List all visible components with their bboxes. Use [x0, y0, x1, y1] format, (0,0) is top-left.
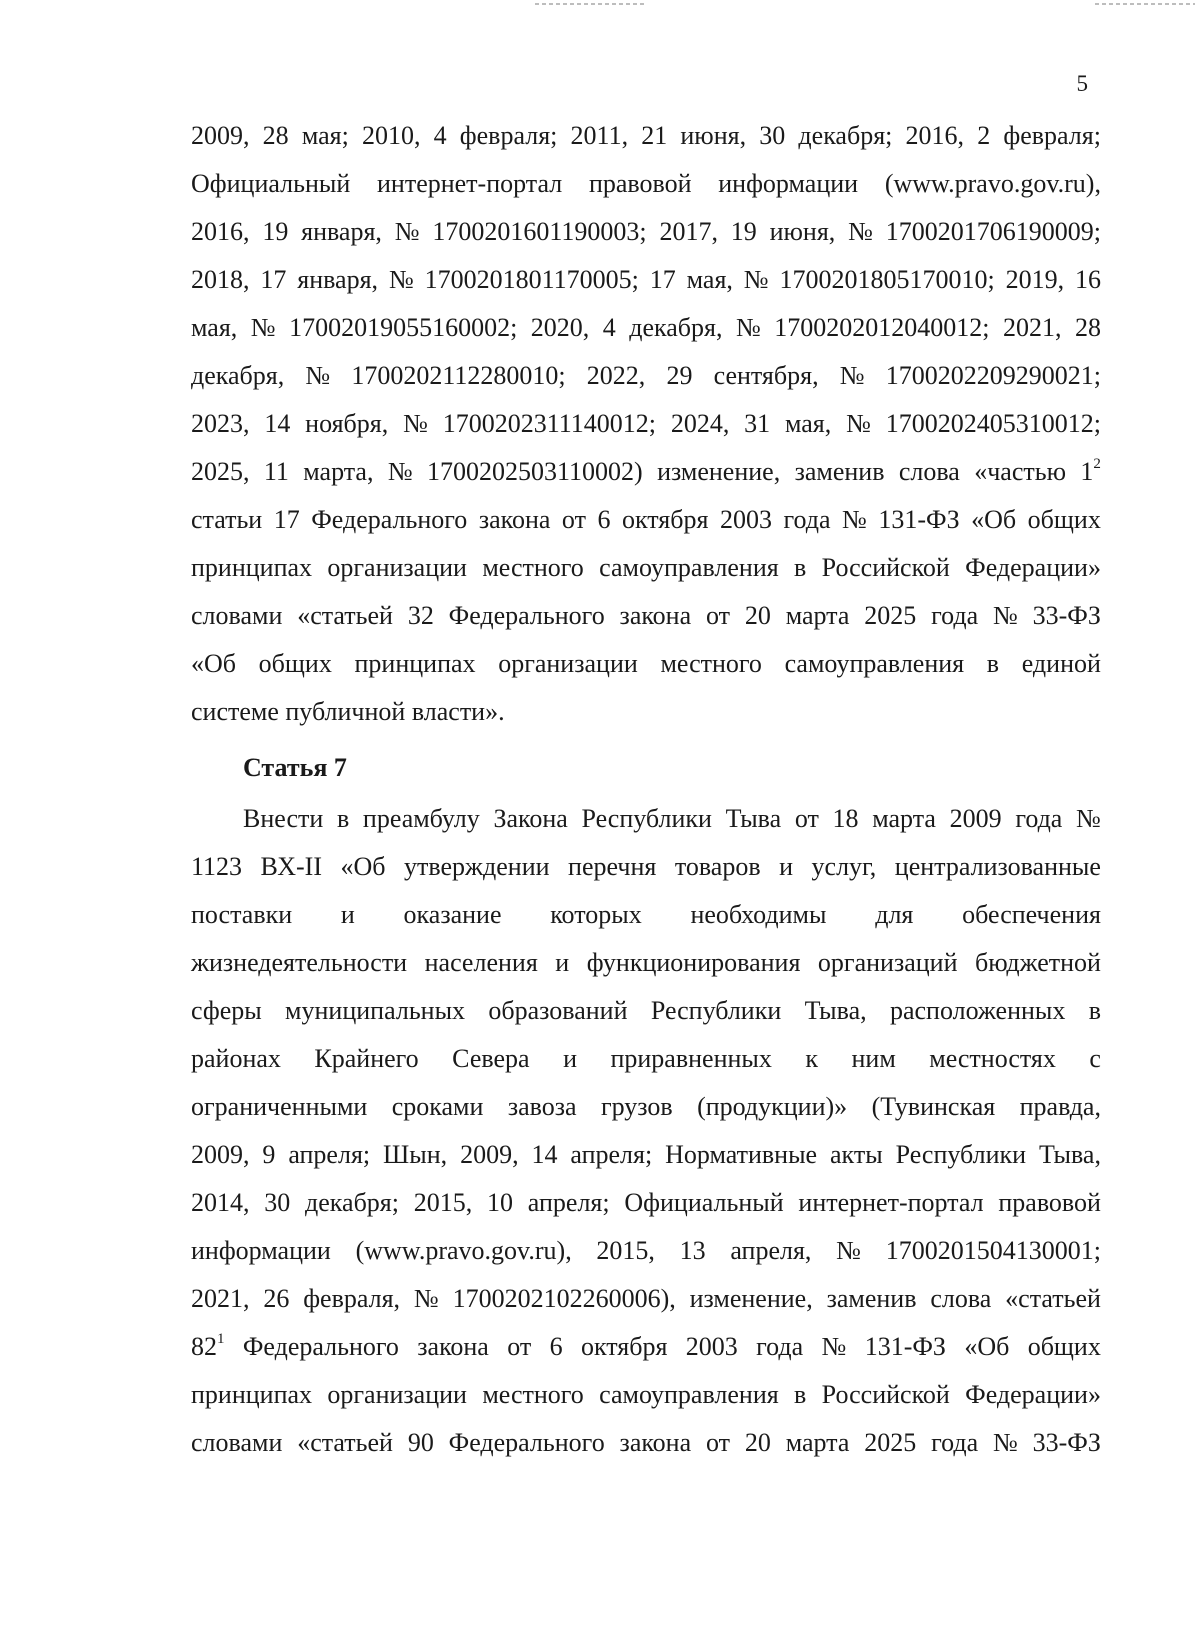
word: Крайнего [314, 1044, 419, 1073]
word: 30 [264, 1188, 291, 1217]
word: местностях [929, 1044, 1056, 1073]
word: оказание [403, 900, 502, 929]
page-number: 5 [1076, 71, 1088, 96]
word: 2003 [685, 1332, 738, 1361]
word: (www.pravo.gov.ru), [355, 1236, 572, 1265]
word: 28 [1074, 313, 1101, 342]
word: октября [580, 1332, 668, 1361]
word: декабря, [629, 313, 723, 342]
text-line [191, 160, 1101, 208]
word: $1^2$ [1080, 456, 1101, 486]
word: 31 [744, 409, 771, 438]
word: 11 [263, 457, 289, 486]
word: февраля; [459, 121, 558, 150]
word: 2003 [719, 505, 772, 534]
word: 1700202112280010; [351, 361, 566, 390]
word: марта [785, 601, 850, 630]
word: интернет-портал [377, 169, 563, 198]
text-line [191, 795, 1101, 843]
word: системе публичной власти». [191, 697, 505, 726]
word: Федерального [242, 1332, 399, 1361]
word: которых [550, 900, 642, 929]
word: 2015, [596, 1236, 655, 1265]
word: 16 [1074, 265, 1101, 294]
word: преамбулу [362, 804, 480, 833]
word: в [986, 649, 1000, 678]
word: 2020, [530, 313, 590, 342]
word: декабря; [305, 1188, 399, 1217]
word: от [794, 804, 819, 833]
word: года [1015, 804, 1063, 833]
word: закона [619, 1428, 692, 1457]
word: самоуправления [784, 649, 965, 678]
text-line [191, 256, 1101, 304]
scan-artifact [535, 3, 645, 5]
word: и [340, 900, 355, 929]
word: и [563, 1044, 577, 1073]
word: Федерации» [965, 1380, 1101, 1409]
word: 28 [262, 121, 289, 150]
word: 30 [759, 121, 786, 150]
word: Внести [243, 804, 324, 833]
word: самоуправления [599, 1380, 779, 1409]
word: июня, [769, 217, 836, 246]
text-line [191, 1419, 1101, 1467]
word: апреля; [288, 1140, 371, 1169]
word: ним [851, 1044, 896, 1073]
word: Закона [493, 804, 568, 833]
word: 2015, [413, 1188, 473, 1217]
word: октября [621, 505, 709, 534]
word: 1700201601190003; [432, 217, 647, 246]
word: февраля, [303, 1284, 401, 1313]
word: «Об [340, 852, 386, 881]
word: и [779, 852, 794, 881]
text-line [191, 112, 1101, 160]
word: № [836, 1236, 861, 1265]
word: Республики [895, 1140, 1027, 1169]
word: декабря; [798, 121, 893, 150]
word: № [305, 361, 331, 390]
word: марта [872, 804, 936, 833]
superscript: 2 [1093, 456, 1101, 472]
word: для [875, 900, 914, 929]
word: районах [191, 1044, 281, 1073]
word: 2 [977, 121, 991, 150]
word: 17 [273, 505, 300, 534]
article-heading: Статья 7 [243, 753, 347, 782]
word: слова [930, 1284, 992, 1313]
word: закона [619, 601, 692, 630]
word: образований [488, 996, 628, 1025]
word: № [1076, 804, 1101, 833]
word: 2021, [191, 1284, 250, 1313]
word: № [743, 265, 769, 294]
word: жизнедеятельности [191, 948, 408, 977]
text-line [191, 304, 1101, 352]
word: февраля; [1003, 121, 1101, 150]
word: 131-ФЗ [878, 505, 960, 534]
word: (продукции)» [697, 1092, 848, 1121]
word: марта [785, 1428, 850, 1457]
text-line [191, 352, 1101, 400]
word: утверждении [404, 852, 550, 881]
text-line [191, 1227, 1101, 1275]
word: 1700202503110002) [427, 457, 643, 486]
word: 2016, [191, 217, 250, 246]
word: Федерации» [965, 553, 1101, 582]
word: 1700202012040012; [774, 313, 990, 342]
word: № [848, 217, 873, 246]
word: акты [830, 1140, 883, 1169]
word: № [413, 1284, 439, 1313]
word: 2016, [905, 121, 965, 150]
word: функционирования [586, 948, 801, 977]
word: № [821, 1332, 847, 1361]
word: бюджетной [975, 948, 1101, 977]
word: 17 [649, 265, 676, 294]
word: заменив [794, 457, 885, 486]
text-line [191, 208, 1101, 256]
word: местного [482, 1380, 584, 1409]
word: изменение, [657, 457, 781, 486]
word: 18 [832, 804, 859, 833]
text-line [191, 640, 1101, 688]
word: 6 [549, 1332, 563, 1361]
word: «Об [191, 649, 237, 678]
word: от [507, 1332, 532, 1361]
word: № [403, 409, 428, 438]
word: информации [718, 169, 859, 198]
word: правда, [1019, 1092, 1101, 1121]
word: 2025, [191, 457, 250, 486]
word: апреля; [570, 1140, 653, 1169]
word: мая, [784, 409, 832, 438]
word: «статьей [297, 601, 393, 630]
word: словами [191, 601, 283, 630]
word: необходимы [690, 900, 827, 929]
word: от [705, 601, 730, 630]
word: 21 [641, 121, 668, 150]
word: организации [327, 1380, 467, 1409]
word: Российской [821, 553, 950, 582]
word: апреля; [527, 1188, 610, 1217]
word: централизованные [894, 852, 1101, 881]
word: года [931, 601, 979, 630]
word: принципах [191, 553, 313, 582]
word: информации [191, 1236, 331, 1265]
word: Федерального [311, 505, 468, 534]
word: Официальный [191, 169, 351, 198]
word: в [336, 804, 350, 833]
word: 33-ФЗ [1032, 1428, 1101, 1457]
word: ноября, [305, 409, 389, 438]
word: декабря, [191, 361, 285, 390]
word: 2025 [864, 1428, 917, 1457]
word: Севера [452, 1044, 530, 1073]
word: расположенных [889, 996, 1066, 1025]
word: № [387, 457, 413, 486]
word: сроками [391, 1092, 484, 1121]
word: 20 [744, 1428, 771, 1457]
text-line [191, 592, 1101, 640]
word: 2025 [864, 601, 917, 630]
word: № [992, 1428, 1018, 1457]
word: мая, [686, 265, 733, 294]
word: апреля, [730, 1236, 812, 1265]
word: от [561, 505, 586, 534]
text-line [191, 1371, 1101, 1419]
word: «статьей [1005, 1284, 1101, 1313]
word: 2022, [586, 361, 646, 390]
word: сентября, [713, 361, 819, 390]
paragraph-amendment-continuation [191, 112, 1101, 736]
word: № [388, 265, 414, 294]
text-line [191, 1323, 1101, 1371]
word: 2014, [191, 1188, 250, 1217]
word: 14 [531, 1140, 558, 1169]
word: общих [1027, 1332, 1101, 1361]
word: 1700202311140012; [442, 409, 656, 438]
superscript: 1 [217, 1331, 225, 1347]
word: 13 [679, 1236, 706, 1265]
word: 20 [744, 601, 771, 630]
word: № [250, 313, 276, 342]
word: 2019, [1005, 265, 1065, 294]
word: мая, [191, 313, 238, 342]
text-line [191, 1131, 1101, 1179]
word: 14 [264, 409, 291, 438]
word: 1700201801170005; [424, 265, 639, 294]
word: ВХ-II [260, 852, 322, 881]
word: местного [660, 649, 762, 678]
word: закона [417, 1332, 489, 1361]
word: 10 [487, 1188, 514, 1217]
word: и [555, 948, 570, 977]
word: 26 [263, 1284, 290, 1313]
paragraph-article-7 [191, 795, 1101, 1467]
word: 1700201805170010; [779, 265, 995, 294]
word: № [992, 601, 1018, 630]
word: Федерального [448, 601, 605, 630]
word: закона [478, 505, 551, 534]
word: услуг, [811, 852, 877, 881]
word: 1700202405310012; [885, 409, 1101, 438]
word: единой [1021, 649, 1101, 678]
text-line [191, 544, 1101, 592]
word: с [1089, 1044, 1101, 1073]
word: марта, [303, 457, 374, 486]
word: 2018, [191, 265, 250, 294]
word: 2024, [670, 409, 730, 438]
word: 2017, [659, 217, 718, 246]
word: Тыва, [1038, 1140, 1101, 1169]
word: принципах [191, 1380, 313, 1409]
word: года [783, 505, 831, 534]
word: 2023, [191, 409, 250, 438]
word: Федерального [448, 1428, 605, 1457]
word: правовой [998, 1188, 1101, 1217]
word: 9 [262, 1140, 276, 1169]
word: местного [482, 553, 584, 582]
word: года [931, 1428, 979, 1457]
word: 1123 [191, 852, 243, 881]
text-line [191, 1035, 1101, 1083]
word: общих [1027, 505, 1101, 534]
word: 2009 [949, 804, 1002, 833]
word: принципах [354, 649, 476, 678]
word: № [846, 409, 871, 438]
text-line [191, 1275, 1101, 1323]
text-line [191, 688, 1101, 736]
text-line [191, 987, 1101, 1035]
word: января, [301, 217, 382, 246]
word: 17002019055160002; [289, 313, 518, 342]
text-line [191, 939, 1101, 987]
word: 2009, [191, 121, 250, 150]
text-line [191, 891, 1101, 939]
word: июня, [680, 121, 747, 150]
word: 19 [730, 217, 757, 246]
word: грузов [600, 1092, 673, 1121]
word: 2009, [460, 1140, 519, 1169]
text-line [191, 496, 1101, 544]
word: обеспечения [962, 900, 1101, 929]
word: 90 [407, 1428, 434, 1457]
word: в [1088, 996, 1101, 1025]
scan-artifact [1095, 3, 1195, 5]
word: сферы [191, 996, 262, 1025]
word: «статьей [297, 1428, 393, 1457]
word: «Об [964, 1332, 1010, 1361]
word: организации [498, 649, 638, 678]
word: Тыва [725, 804, 782, 833]
word: 131-ФЗ [864, 1332, 946, 1361]
word: 17 [260, 265, 287, 294]
word: товаров [674, 852, 761, 881]
word: $82^1$ [191, 1331, 225, 1361]
word: организации [327, 553, 467, 582]
word: самоуправления [599, 553, 779, 582]
word: 6 [597, 505, 611, 534]
word: завоза [507, 1092, 577, 1121]
text-line [191, 400, 1101, 448]
word: Тыва, [804, 996, 867, 1025]
text-line [191, 1179, 1101, 1227]
word: населения [424, 948, 538, 977]
word: Официальный [624, 1188, 784, 1217]
word: 4 [602, 313, 616, 342]
word: словами [191, 1428, 283, 1457]
word: (Тувинская [871, 1092, 996, 1121]
word: 4 [433, 121, 447, 150]
word: «частью [974, 457, 1067, 486]
word: интернет-портал [798, 1188, 984, 1217]
word: 2011, [570, 121, 629, 150]
word: от [705, 1428, 730, 1457]
text-line [191, 843, 1101, 891]
word: 1700202102260006), [452, 1284, 676, 1313]
word: приравненных [610, 1044, 772, 1073]
word: № [842, 505, 867, 534]
word: 33-ФЗ [1032, 601, 1101, 630]
word: года [756, 1332, 804, 1361]
word: 1700201706190009; [885, 217, 1101, 246]
word: поставки [191, 900, 293, 929]
word: заменив [826, 1284, 917, 1313]
word: к [805, 1044, 818, 1073]
word: «Об [971, 505, 1017, 534]
word: 2009, [191, 1140, 250, 1169]
word: слова [898, 457, 960, 486]
word: 1700201504130001; [885, 1236, 1101, 1265]
word: № [735, 313, 761, 342]
word: 32 [407, 601, 434, 630]
word: перечня [568, 852, 657, 881]
word: правовой [588, 169, 692, 198]
word: 2010, [361, 121, 421, 150]
word: муниципальных [285, 996, 466, 1025]
word: 1700202209290021; [885, 361, 1101, 390]
word: 19 [262, 217, 289, 246]
word: Нормативные [665, 1140, 818, 1169]
word: статьи [191, 505, 263, 534]
word: в [794, 1380, 807, 1409]
word: изменение, [689, 1284, 813, 1313]
word: (www.pravo.gov.ru), [884, 169, 1101, 198]
word: в [794, 553, 807, 582]
word: 2021, [1002, 313, 1062, 342]
word: № [394, 217, 420, 246]
word: Российской [821, 1380, 950, 1409]
word: № [839, 361, 865, 390]
word: общих [258, 649, 332, 678]
word: ограниченными [191, 1092, 368, 1121]
text-line [191, 448, 1101, 496]
word: 29 [666, 361, 693, 390]
word: января, [297, 265, 379, 294]
text-line [191, 1083, 1101, 1131]
word: мая; [301, 121, 349, 150]
word: Республики [650, 996, 782, 1025]
word: Шын, [383, 1140, 448, 1169]
word: организаций [817, 948, 958, 977]
word: Республики [581, 804, 712, 833]
